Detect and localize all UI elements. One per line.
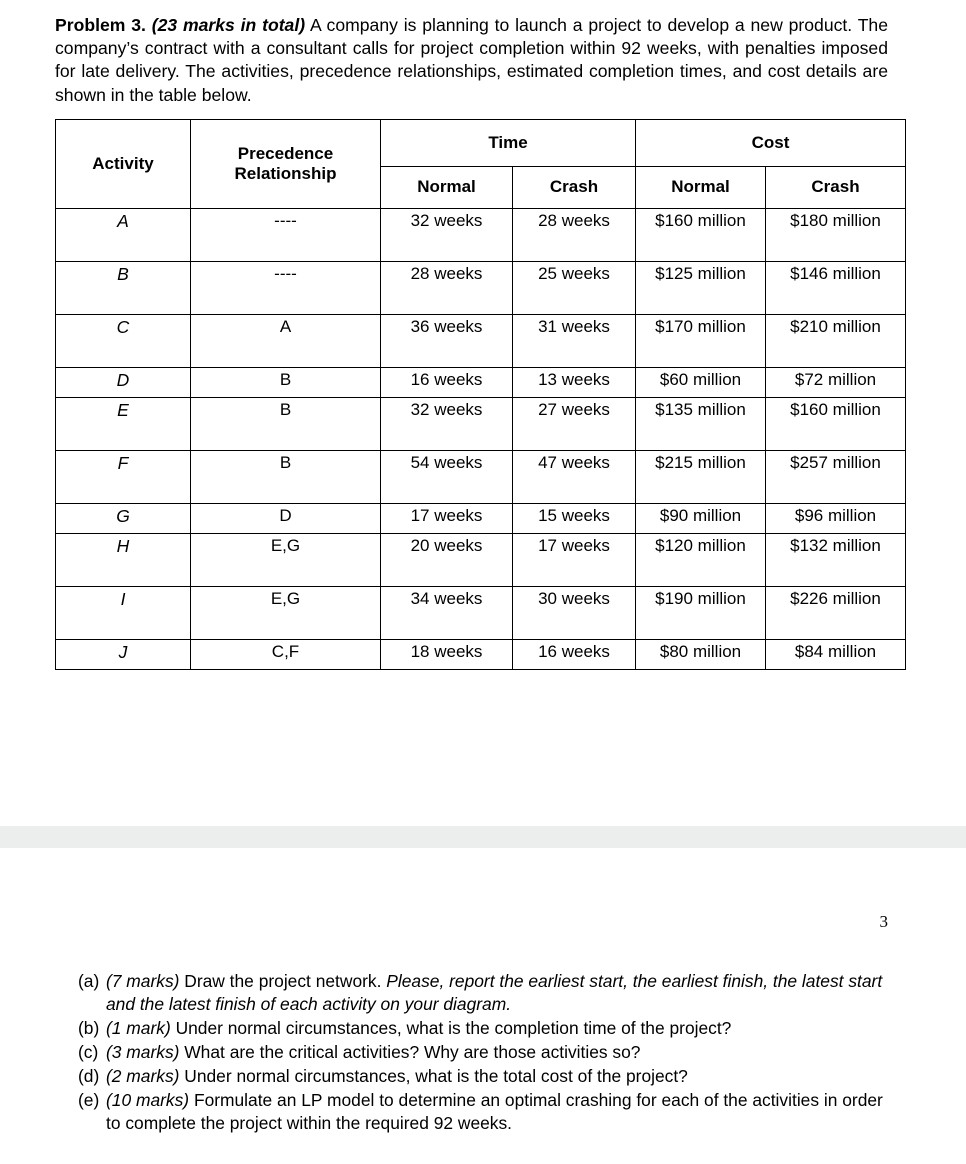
table-row (56, 586, 906, 639)
cell-time-normal: 34 weeks (381, 586, 513, 639)
question-body: Under normal circumstances, what is the completion time of the project? (170, 1017, 732, 1038)
cell-activity: H (56, 533, 191, 586)
question-body: Formulate an LP model to determine an optimal crashing for each of the activities in order to complete the project within the required 92 weeks. (106, 1089, 883, 1133)
cell-activity: J (56, 639, 191, 669)
header-cost-group: Cost (636, 119, 906, 166)
cell-time-normal: 28 weeks (381, 261, 513, 314)
cell-precedence: A (191, 314, 381, 367)
table-row (56, 397, 906, 450)
question-marks: (1 mark) (106, 1017, 171, 1038)
problem-marks: (23 marks in total) (151, 15, 306, 35)
question-item (78, 1089, 890, 1135)
cell-cost-normal: $160 million (636, 208, 766, 261)
header-cost-crash: Crash (766, 166, 906, 208)
table-row (56, 533, 906, 586)
question-label: (c) (78, 1041, 99, 1062)
header-time-normal: Normal (381, 166, 513, 208)
cell-activity: G (56, 503, 191, 533)
question-text (106, 1089, 890, 1135)
cell-cost-crash: $72 million (766, 367, 906, 397)
cell-precedence: ---- (191, 208, 381, 261)
cell-cost-normal: $80 million (636, 639, 766, 669)
question-label: (a) (78, 971, 100, 991)
cell-activity: B (56, 261, 191, 314)
header-cost-normal: Normal (636, 166, 766, 208)
cell-precedence: B (191, 367, 381, 397)
cell-cost-crash: $132 million (766, 533, 906, 586)
cell-time-crash: 15 weeks (513, 503, 636, 533)
cell-time-crash: 16 weeks (513, 639, 636, 669)
cell-cost-normal: $215 million (636, 450, 766, 503)
cell-time-normal: 20 weeks (381, 533, 513, 586)
header-time-crash: Crash (513, 166, 636, 208)
cell-cost-normal: $125 million (636, 261, 766, 314)
table-row (56, 503, 906, 533)
cell-cost-normal: $60 million (636, 367, 766, 397)
cell-precedence: B (191, 397, 381, 450)
cell-cost-crash: $180 million (766, 208, 906, 261)
cell-precedence: B (191, 450, 381, 503)
question-text (106, 1041, 890, 1064)
question-item (78, 1065, 890, 1088)
question-item (78, 1017, 890, 1040)
table-header-group-row (56, 119, 906, 166)
question-marks: (10 marks) (106, 1089, 190, 1110)
cell-activity: I (56, 586, 191, 639)
cell-cost-normal: $170 million (636, 314, 766, 367)
cell-activity: D (56, 367, 191, 397)
cell-cost-normal: $135 million (636, 397, 766, 450)
table-row (56, 314, 906, 367)
table-row (56, 639, 906, 669)
table-row (56, 261, 906, 314)
cell-time-normal: 54 weeks (381, 450, 513, 503)
question-item (78, 970, 890, 1016)
question-text (106, 1065, 890, 1088)
problem-statement (55, 14, 888, 107)
question-body: Under normal circumstances, what is the total cost of the project? (179, 1065, 688, 1086)
cell-precedence: E,G (191, 586, 381, 639)
cell-cost-crash: $96 million (766, 503, 906, 533)
cell-time-crash: 13 weeks (513, 367, 636, 397)
question-marks: (7 marks) (106, 971, 180, 991)
table-body (56, 208, 906, 669)
cell-activity: A (56, 208, 191, 261)
header-time-group: Time (381, 119, 636, 166)
cell-time-crash: 25 weeks (513, 261, 636, 314)
cell-time-crash: 47 weeks (513, 450, 636, 503)
cell-cost-normal: $190 million (636, 586, 766, 639)
question-italic-tail: Please, report the earliest start, the earliest finish, the latest start and the latest finish of each activity on your diagram. (106, 971, 883, 1014)
cell-cost-crash: $146 million (766, 261, 906, 314)
problem-heading: Problem 3. (55, 15, 146, 35)
cell-precedence: ---- (191, 261, 381, 314)
question-label: (e) (78, 1089, 100, 1110)
questions-list (78, 970, 890, 1136)
activity-table (55, 119, 906, 670)
question-text (106, 1017, 890, 1040)
cell-cost-crash: $160 million (766, 397, 906, 450)
cell-time-crash: 28 weeks (513, 208, 636, 261)
cell-time-crash: 27 weeks (513, 397, 636, 450)
cell-precedence: D (191, 503, 381, 533)
question-item (78, 1041, 890, 1064)
header-activity: Activity (56, 119, 191, 208)
cell-activity: C (56, 314, 191, 367)
question-body: Draw the project network. (179, 971, 387, 991)
cell-cost-crash: $226 million (766, 586, 906, 639)
cell-activity: F (56, 450, 191, 503)
cell-cost-crash: $84 million (766, 639, 906, 669)
table-row (56, 450, 906, 503)
question-marks: (2 marks) (106, 1065, 180, 1086)
header-precedence: Precedence Relationship (191, 119, 381, 208)
cell-time-crash: 31 weeks (513, 314, 636, 367)
question-label: (d) (78, 1065, 100, 1086)
question-text (106, 970, 890, 1016)
cell-cost-crash: $257 million (766, 450, 906, 503)
cell-time-crash: 17 weeks (513, 533, 636, 586)
cell-precedence: C,F (191, 639, 381, 669)
table-row (56, 367, 906, 397)
problem-body: A company is planning to launch a project to develop a new product. The company’s contract with a consultant calls for project completion within 92 weeks, with penalties imposed for late delivery. The activities, precedence relationships, estimated completion times, and cost details are shown in the table below. (55, 15, 889, 105)
cell-time-normal: 36 weeks (381, 314, 513, 367)
question-marks: (3 marks) (106, 1041, 180, 1062)
cell-time-normal: 17 weeks (381, 503, 513, 533)
page-number: 3 (879, 912, 888, 931)
cell-time-normal: 18 weeks (381, 639, 513, 669)
question-label: (b) (78, 1017, 100, 1038)
cell-cost-normal: $120 million (636, 533, 766, 586)
table-row (56, 208, 906, 261)
question-body: What are the critical activities? Why are those activities so? (179, 1041, 641, 1062)
cell-time-normal: 16 weeks (381, 367, 513, 397)
cell-time-crash: 30 weeks (513, 586, 636, 639)
cell-cost-normal: $90 million (636, 503, 766, 533)
cell-activity: E (56, 397, 191, 450)
cell-time-normal: 32 weeks (381, 397, 513, 450)
cell-precedence: E,G (191, 533, 381, 586)
cell-cost-crash: $210 million (766, 314, 906, 367)
page-separator (0, 826, 966, 848)
cell-time-normal: 32 weeks (381, 208, 513, 261)
